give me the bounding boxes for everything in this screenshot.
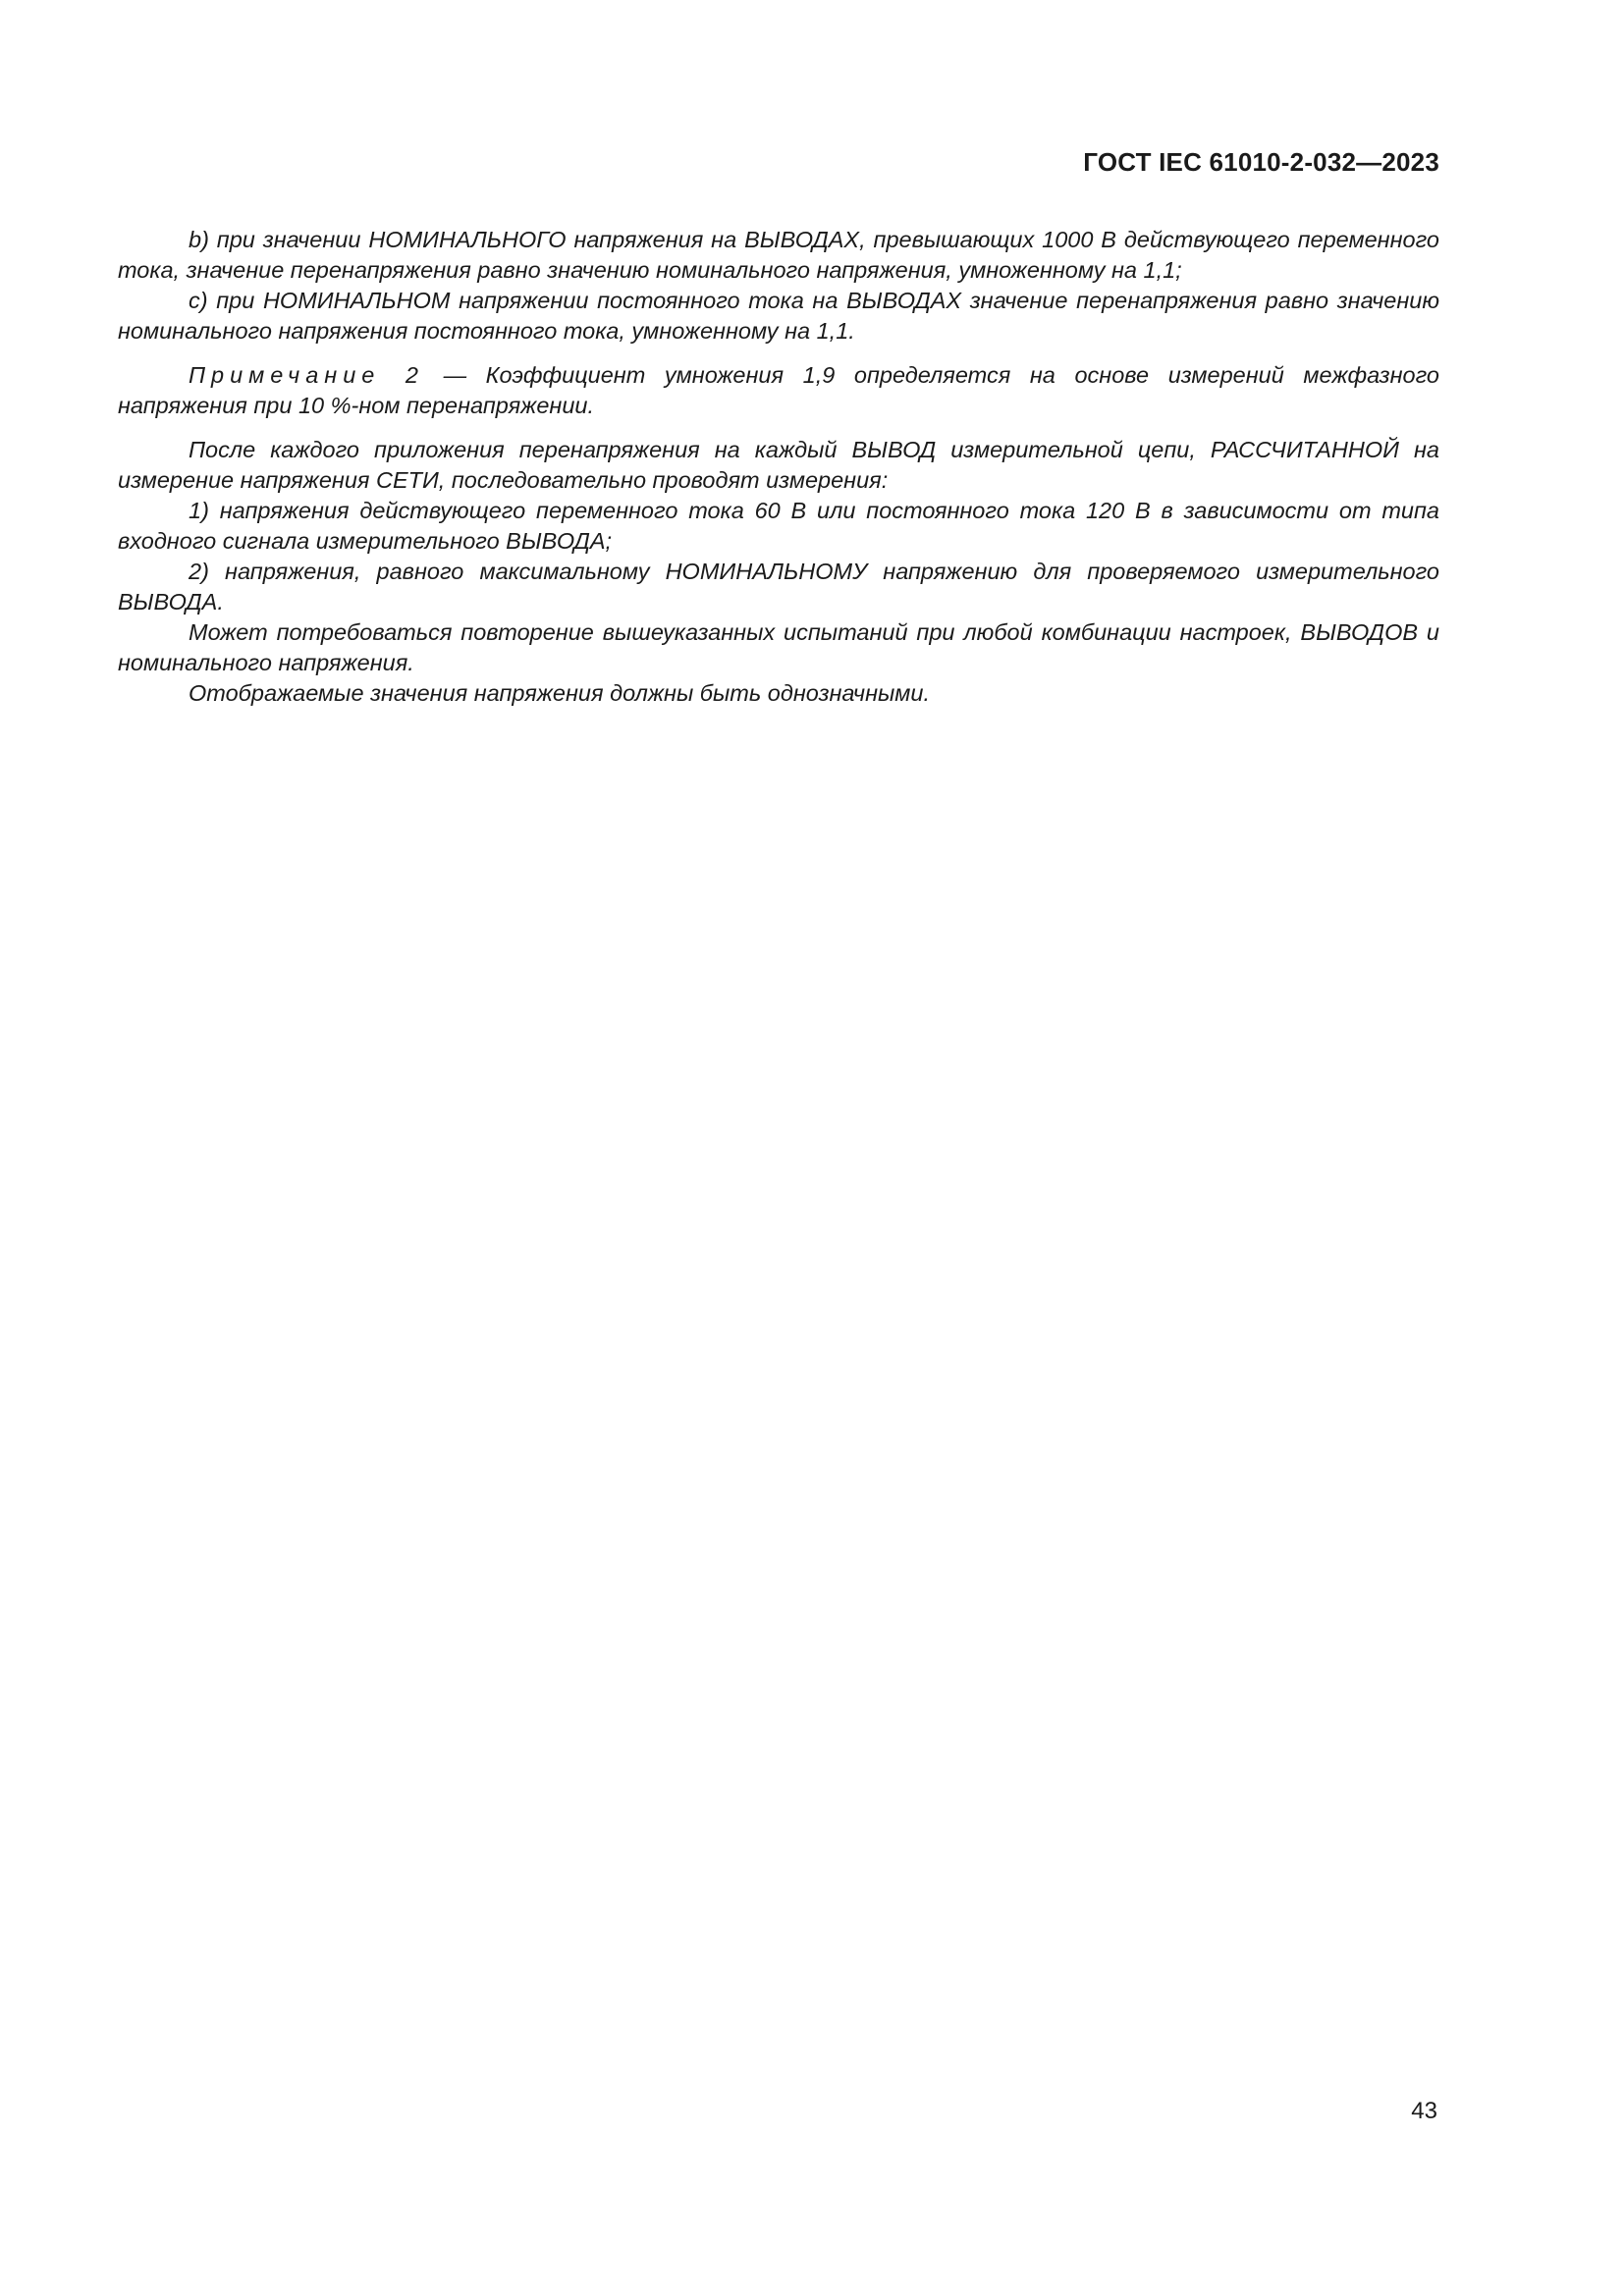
paragraph-item-c: c) при НОМИНАЛЬНОМ напряжении постоянного тока на ВЫВОДАХ значение перенапряжения равно значению номинального напряжения постоянного тока, умноженному на 1,1.	[118, 288, 1439, 344]
paragraph-item-2: 2) напряжения, равного максимальному НОМИНАЛЬНОМУ напряжению для проверяемого измерительного ВЫВОДА.	[118, 559, 1439, 614]
note-paragraph	[118, 360, 1439, 421]
paragraph-item-b: b) при значении НОМИНАЛЬНОГО напряжения на ВЫВОДАХ, превышающих 1000 В действующего переменного тока, значение перенапряжения равно значению номинального напряжения, умноженному на 1,1;	[118, 227, 1439, 283]
note-text: — Коэффициент умножения 1,9 определяется на основе измерений межфазного напряжения при 10 %-ном перенапряжении.	[118, 362, 1439, 418]
paragraph-display-values: Отображаемые значения напряжения должны быть однозначными.	[189, 680, 931, 706]
paragraph-repeat-tests: Может потребоваться повторение вышеуказанных испытаний при любой комбинации настроек, ВЫВОДОВ и номинального напряжения.	[118, 619, 1439, 675]
standard-designation: ГОСТ IEC 61010-2-032—2023	[1083, 147, 1439, 177]
page-body	[118, 225, 1439, 709]
note-label: Примечание 2	[189, 362, 424, 388]
page-number: 43	[1411, 2098, 1437, 2124]
paragraph-item-1: 1) напряжения действующего переменного тока 60 В или постоянного тока 120 В в зависимости от типа входного сигнала измерительного ВЫВОДА;	[118, 498, 1439, 554]
paragraph-after-overvoltage: После каждого приложения перенапряжения на каждый ВЫВОД измерительной цепи, РАССЧИТАННОЙ на измерение напряжения СЕТИ, последовательно проводят измерения:	[118, 437, 1439, 493]
